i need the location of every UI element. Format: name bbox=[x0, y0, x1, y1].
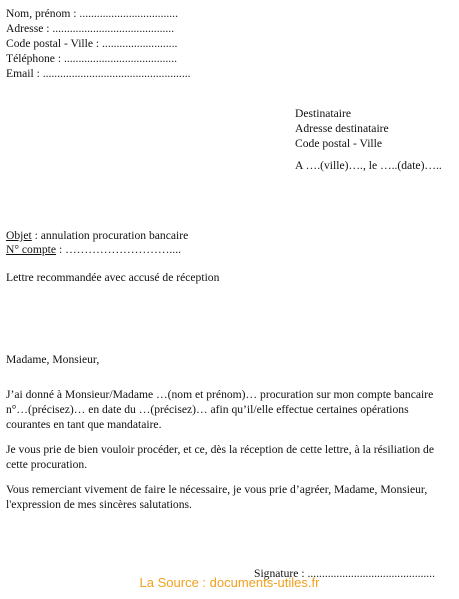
object-line bbox=[6, 229, 188, 243]
recipient-name: Destinataire bbox=[295, 107, 352, 120]
sender-phone: Téléphone : ....................................... bbox=[6, 52, 177, 65]
paragraph-line: courantes en tant que mandataire. bbox=[6, 418, 162, 431]
paragraph-line: l'expression de mes sincères salutations. bbox=[6, 498, 192, 511]
account-text: : ……………………….... bbox=[56, 243, 182, 256]
paragraph-line: cette procuration. bbox=[6, 458, 88, 471]
greeting: Madame, Monsieur, bbox=[6, 353, 100, 366]
sender-address: Adresse : .......................................... bbox=[6, 22, 175, 35]
sender-postal: Code postal - Ville : .......................... bbox=[6, 37, 178, 50]
paragraph-line: Vous remerciant vivement de faire le nécessaire, je vous prie d’agréer, Madame, Monsieur, bbox=[6, 483, 428, 496]
recipient-postal: Code postal - Ville bbox=[295, 137, 382, 150]
paragraph-line: Je vous prie de bien vouloir procéder, et ce, dès la réception de cette lettre, à la résiliation de bbox=[6, 443, 435, 456]
paragraph-line: n°…(précisez)… en date du …(précisez)… afin qu’il/elle effectue certaines opérations bbox=[6, 403, 409, 416]
account-line bbox=[6, 243, 181, 257]
object-label: Objet bbox=[6, 229, 32, 242]
account-label: N° compte bbox=[6, 243, 57, 256]
sender-email: Email : ................................................... bbox=[6, 67, 191, 80]
object-text: : annulation procuration bancaire bbox=[31, 229, 189, 242]
place-date: A ….(ville)…., le …..(date)….. bbox=[295, 159, 442, 172]
paragraph-line: J’ai donné à Monsieur/Madame …(nom et prénom)… procuration sur mon compte bancaire bbox=[6, 388, 434, 401]
signature-line: Signature : ............................................ bbox=[254, 567, 435, 580]
sender-name: Nom, prénom : .................................. bbox=[6, 7, 178, 20]
delivery-mode: Lettre recommandée avec accusé de réception bbox=[6, 271, 220, 284]
recipient-address: Adresse destinataire bbox=[295, 122, 389, 135]
source-watermark: La Source : documents-utiles.fr bbox=[139, 575, 320, 590]
